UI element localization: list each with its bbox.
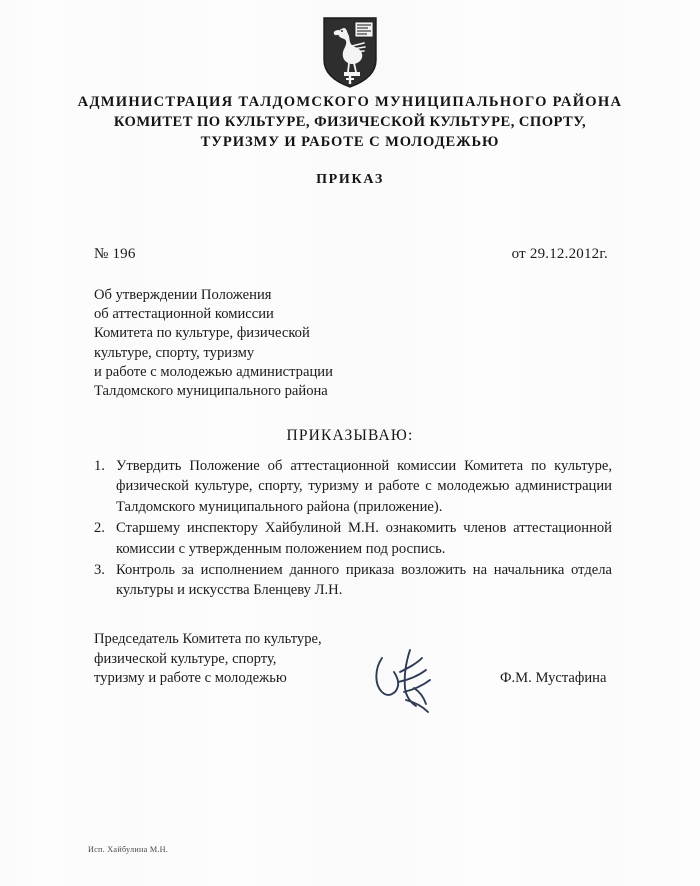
coat-of-arms-icon	[322, 16, 378, 88]
subject-line: Об утверждении Положения	[94, 287, 272, 303]
document-date: от 29.12.2012г.	[511, 246, 608, 262]
emblem-container	[0, 16, 700, 88]
subject-line: об аттестационной комиссии	[94, 306, 274, 323]
signatory-title	[94, 630, 424, 689]
document-number: № 196	[94, 246, 136, 262]
order-directive-heading: ПРИКАЗЫВАЮ:	[286, 427, 414, 444]
order-clause-list	[94, 456, 612, 602]
subject-line: и работе с молодежью администрации	[94, 363, 333, 380]
subject-line: культуре, спорту, туризму	[94, 344, 255, 361]
executor-note: Исп. Хайбулина М.Н.	[88, 845, 169, 854]
order-clause	[94, 456, 612, 517]
order-clause	[94, 518, 612, 559]
order-clause-text: Контроль за исполнением данного приказа возложить на начальника отдела культуры и искусства Бленцеву Л.Н.	[116, 562, 612, 599]
signatory-title-line: туризму и работе с молодежью	[94, 670, 287, 687]
document-type-title: ПРИКАЗ	[316, 172, 384, 187]
order-clause-number: 2.	[94, 520, 105, 537]
subject-line: Талдомского муниципального района	[94, 383, 328, 400]
subject-line: Комитета по культуре, физической	[94, 325, 310, 342]
subject-block	[94, 286, 494, 401]
order-clause-text: Утвердить Положение об аттестационной комиссии Комитета по культуре, физической культуре, спорту, туризму и работе с молодежью администрации Талдомского муниципального района (приложение).	[116, 458, 612, 515]
org-header-line-2: КОМИТЕТ ПО КУЛЬТУРЕ, ФИЗИЧЕСКОЙ КУЛЬТУРЕ, СПОРТУ,	[113, 114, 587, 130]
signatory-name: Ф.М. Мустафина	[500, 670, 607, 686]
registration-line	[94, 246, 610, 263]
order-clause-number: 3.	[94, 562, 105, 579]
order-clause-text: Старшему инспектору Хайбулиной М.Н. ознакомить членов аттестационной комиссии с утвержденным положением под роспись.	[116, 520, 612, 557]
organization-header	[0, 92, 700, 152]
signatory-title-line: Председатель Комитета по культуре,	[94, 631, 322, 647]
signatory-title-line: физической культуре, спорту,	[94, 650, 277, 667]
order-clause	[94, 560, 612, 601]
org-header-line-1: АДМИНИСТРАЦИЯ ТАЛДОМСКОГО МУНИЦИПАЛЬНОГО РАЙОНА	[77, 94, 623, 110]
order-clause-number: 1.	[94, 458, 105, 474]
org-header-line-3: ТУРИЗМУ И РАБОТЕ С МОЛОДЕЖЬЮ	[200, 134, 500, 150]
